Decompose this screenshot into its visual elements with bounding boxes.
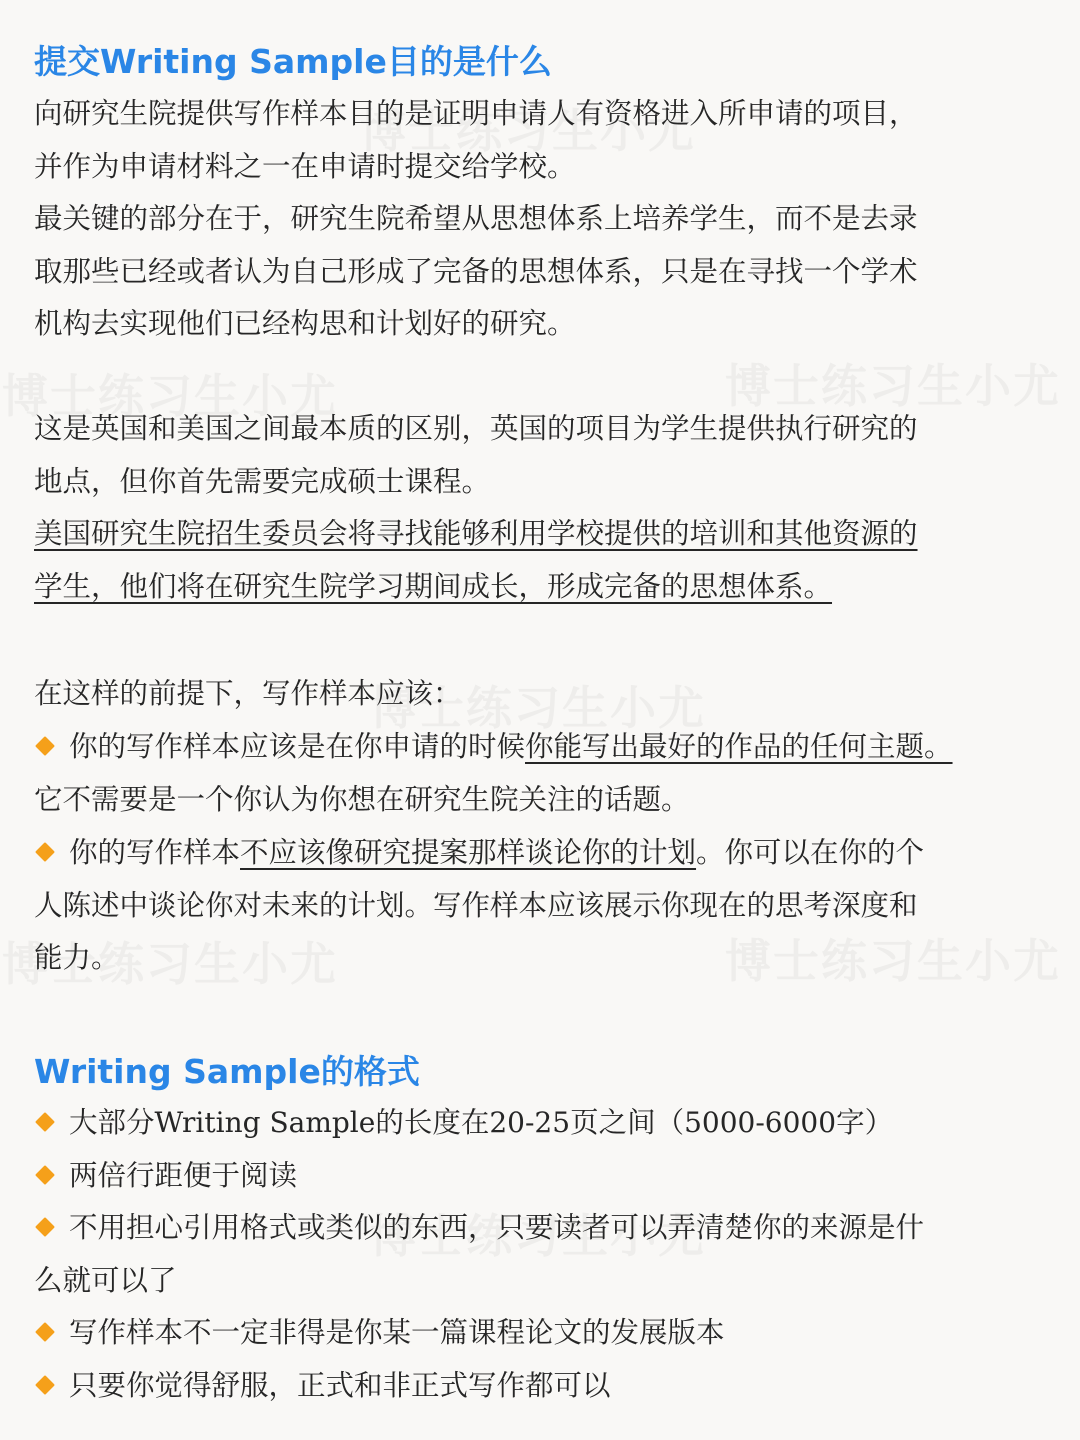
diamond-bullet-icon: [35, 1375, 55, 1395]
list-item-text: 不用担心引用格式或类似的东西，只要读者可以弄清楚你的来源是什: [69, 1211, 925, 1244]
paragraph-line: 在这样的前提下，写作样本应该：: [34, 677, 462, 710]
list-item-text: Writing Sample: [154, 1106, 376, 1139]
list-item-text: 的长度在: [375, 1106, 490, 1139]
format-list: [34, 1097, 1046, 1412]
list-item: [34, 1097, 1046, 1150]
underlined-text: 学生，他们将在研究生院学习期间成长，形成完备的思想体系。: [34, 569, 833, 603]
paragraph-line: 人陈述中谈论你对未来的计划。写作样本应该展示你现在的思考深度和: [34, 888, 918, 922]
list-item: [34, 1150, 1046, 1203]
paragraph-line: 机构去实现他们已经构思和计划好的研究。: [34, 307, 576, 340]
underlined-text: 美国研究生院招生委员会将寻找能够利用学校提供的培训和其他资源的: [34, 517, 918, 550]
list-item: [34, 1307, 1046, 1360]
list-item: [34, 1202, 1046, 1255]
list-item-text: 字）: [836, 1106, 894, 1139]
paragraph-line: 并作为申请材料之一在申请时提交给学校。: [34, 149, 576, 183]
paragraph-purpose: [34, 88, 1046, 193]
diamond-bullet-icon: [35, 1217, 55, 1237]
bullet-item-not-proposal: [34, 827, 1046, 985]
underlined-text: 你能写出最好的作品的任何主题。: [525, 730, 953, 763]
diamond-bullet-icon: [35, 736, 55, 756]
paragraph-line: [34, 561, 1046, 614]
bullet-text: 。你可以在你的个: [696, 836, 925, 869]
list-item-text: 页之间（: [570, 1106, 685, 1139]
list-item-text: 5000-6000: [684, 1106, 837, 1139]
paragraph-line: [34, 508, 1046, 561]
bullet-text: 你的写作样本: [69, 836, 241, 869]
paragraph-line: 这是英国和美国之间最本质的区别，英国的项目为学生提供执行研究的: [34, 412, 918, 445]
paragraph-line: 它不需要是一个你认为你想在研究生院关注的话题。: [34, 782, 690, 816]
diamond-bullet-icon: [35, 1165, 55, 1185]
bullet-text: 你的写作样本应该是在你申请的时候: [69, 730, 526, 763]
paragraph-line: [34, 827, 1046, 880]
list-item-text: 大部分: [69, 1106, 155, 1139]
paragraph-line: 向研究生院提供写作样本目的是证明申请人有资格进入所申请的项目，: [34, 97, 918, 130]
list-item-continuation: 么就可以了: [34, 1263, 177, 1297]
paragraph-uk-vs-us: [34, 403, 1046, 508]
diamond-bullet-icon: [35, 1112, 55, 1132]
paragraph-line: 取那些已经或者认为自己形成了完备的思想体系，只是在寻找一个学术: [34, 254, 918, 288]
paragraph-line: 能力。: [34, 941, 120, 974]
list-item: [34, 1360, 1046, 1413]
section-title-purpose: 提交Writing Sample目的是什么: [34, 42, 552, 81]
paragraph-line: [34, 721, 1046, 774]
diamond-bullet-icon: [35, 1322, 55, 1342]
section-title-format: Writing Sample的格式: [34, 1052, 420, 1091]
list-item-text: 写作样本不一定非得是你某一篇课程论文的发展版本: [69, 1316, 725, 1349]
bullet-item-best-work: [34, 721, 1046, 826]
list-item-text: 两倍行距便于阅读: [69, 1158, 298, 1192]
diamond-bullet-icon: [35, 842, 55, 862]
paragraph-us-committee: [34, 508, 1046, 613]
underlined-text: 不应该像研究提案那样谈论你的计划: [240, 836, 697, 869]
paragraph-premise: [34, 668, 1046, 721]
paragraph-line: 最关键的部分在于，研究生院希望从思想体系上培养学生，而不是去录: [34, 202, 918, 235]
paragraph-line: 地点，但你首先需要完成硕士课程。: [34, 464, 491, 498]
list-item-text: 20-25: [489, 1106, 571, 1139]
paragraph-key-point: [34, 193, 1046, 351]
list-item-text: 只要你觉得舒服，正式和非正式写作都可以: [69, 1368, 611, 1402]
